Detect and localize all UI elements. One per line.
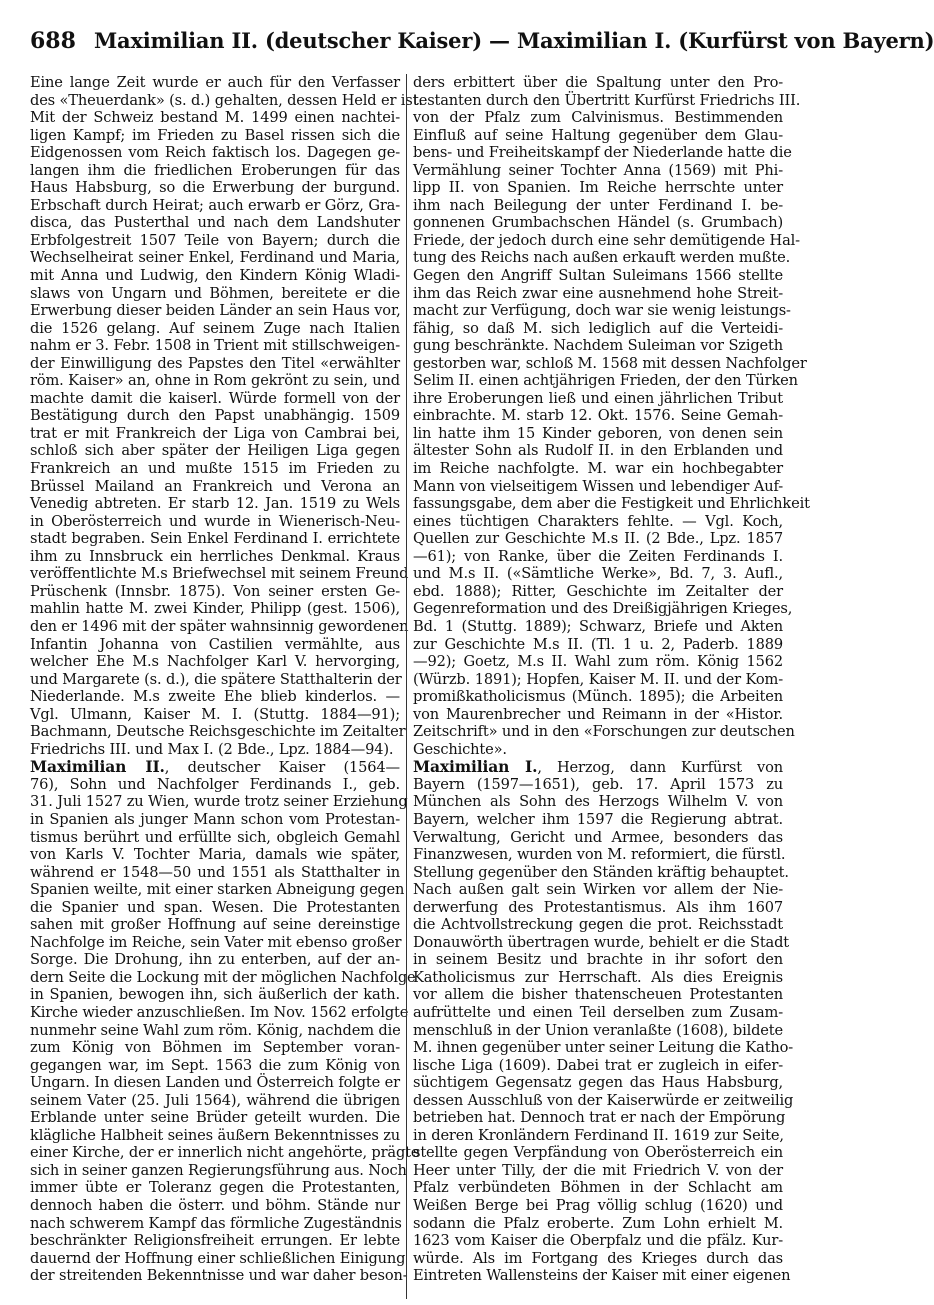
text-line: —92); Goetz, M.s II. Wahl zum röm. König 1562	[413, 653, 783, 671]
text-line: macht zur Verfügung, doch war sie wenig leistungs-	[413, 302, 791, 320]
left-column-paragraph-1	[30, 74, 423, 758]
text-line: Spanien weilte, mit einer starken Abneigung gegen	[30, 881, 405, 899]
text-line: Selim II. einen achtjährigen Frieden, der den Türken	[413, 372, 798, 390]
text-line: Infantin Johanna von Castilien vermählte, aus	[30, 635, 400, 653]
text-line: von der Pfalz zum Calvinismus. Bestimmenden	[413, 109, 783, 127]
text-line: die Spanier und span. Wesen. Die Protestanten	[30, 898, 400, 916]
text-line: slaws von Ungarn und Böhmen, bereitete er die	[30, 284, 400, 302]
text-line: testanten durch den Übertritt Kurfürst Friedrichs III.	[413, 91, 801, 109]
text-line: nunmehr seine Wahl zum röm. König, nachdem die	[30, 1021, 401, 1039]
text-line: promißkatholicismus (Münch. 1895); die Arbeiten	[413, 688, 783, 706]
text-line: Erbfolgestreit 1507 Teile von Bayern; durch die	[30, 231, 400, 249]
text-line: seinem Vater (25. Juli 1564), während die übrigen	[30, 1091, 400, 1109]
text-line: Eine lange Zeit wurde er auch für den Verfasser	[30, 74, 400, 91]
entry-headword-maximilian-i: Maximilian I.	[413, 757, 538, 777]
text-line: ihm das Reich zwar eine ausnehmend hohe Streit-	[413, 284, 783, 302]
right-column-paragraph-1	[413, 74, 810, 758]
text-line: Nach außen galt sein Wirken vor allem der Nie-	[413, 881, 783, 899]
text-line: Niederlande. M.s zweite Ehe blieb kinderlos. —	[30, 688, 400, 706]
text-line: Bayern (1597—1651), geb. 17. April 1573 zu	[413, 775, 783, 793]
text-line: ders erbittert über die Spaltung unter den Pro-	[413, 74, 783, 91]
text-line: nach schwerem Kampf das förmliche Zugeständnis	[30, 1214, 402, 1232]
text-line: Venedig abtreten. Er starb 12. Jan. 1519 zu Wels	[30, 495, 400, 513]
text-line: bens- und Freiheitskampf der Niederlande hatte die	[413, 144, 792, 162]
running-title: Maximilian II. (deutscher Kaiser) — Maximilian I. (Kurfürst von Bayern)	[94, 28, 934, 53]
text-line: Pfalz verbündeten Böhmen in der Schlacht am	[413, 1179, 783, 1197]
text-line: Vermählung seiner Tochter Anna (1569) mit Phi-	[413, 161, 783, 179]
text-line: Bachmann, Deutsche Reichsgeschichte im Zeitalter	[30, 723, 406, 741]
text-line: Friede, der jedoch durch eine sehr demütigende Hal-	[413, 231, 800, 249]
text-line: trat er mit Frankreich der Liga von Cambrai bei,	[30, 424, 400, 442]
text-line: der streitenden Bekenntnisse und war daher beson-	[30, 1267, 408, 1285]
text-line: die Achtvollstreckung gegen die prot. Reichsstadt	[413, 916, 783, 934]
text-line: gestorben war, schloß M. 1568 mit dessen Nachfolger	[413, 354, 807, 372]
text-line: einbrachte. M. starb 12. Okt. 1576. Seine Gemah-	[413, 407, 783, 425]
text-line: immer übte er Toleranz gegen die Protestanten,	[30, 1179, 400, 1197]
text-line: Brüssel Mailand an Frankreich und Verona an	[30, 477, 400, 495]
text-line: ihm zu Innsbruck ein herrliches Denkmal. Kraus	[30, 547, 400, 565]
text-line: Katholicismus zur Herrschaft. Als dies Ereignis	[413, 968, 783, 986]
text-line: nahm er 3. Febr. 1508 in Trient mit stillschweigen-	[30, 337, 400, 355]
text-line: Sorge. Die Drohung, ihn zu enterben, auf der an-	[30, 951, 400, 969]
text-line: aufrüttelte und einen Teil derselben zum Zusam-	[413, 1003, 783, 1021]
text-line: in seinem Besitz und brachte in ihr sofort den	[413, 951, 783, 969]
text-line: Erblande unter seine Brüder geteilt wurden. Die	[30, 1109, 400, 1127]
text-line: derwerfung des Protestantismus. Als ihm 1607	[413, 898, 783, 916]
text-line: (Würzb. 1891); Hopfen, Kaiser M. II. und der Kom-	[413, 670, 783, 688]
text-line: Frankreich an und mußte 1515 im Frieden zu	[30, 460, 400, 478]
text-line: Erwerbung dieser beiden Länder an sein Haus vor,	[30, 302, 401, 320]
text-line: würde. Als im Fortgang des Krieges durch das	[413, 1249, 783, 1267]
text-line: machte damit die kaiserl. Würde formell von der	[30, 389, 400, 407]
text-line: M. ihnen gegenüber unter seiner Leitung die Katho-	[413, 1039, 794, 1057]
text-line: mahlin hatte M. zwei Kinder, Philipp (gest. 1506),	[30, 600, 400, 618]
text-line: in deren Kronländern Ferdinand II. 1619 zur Seite,	[413, 1126, 784, 1144]
text-line: Mann von vielseitigem Wissen und lebendiger Auf-	[413, 477, 783, 495]
text-line: Stellung gegenüber den Ständen kräftig behauptet.	[413, 863, 789, 881]
entry-first-line-rest: , Herzog, dann Kurfürst von	[537, 759, 783, 777]
text-line: veröffentlichte M.s Briefwechsel mit seinem Freund	[30, 565, 409, 583]
text-line: zum König von Böhmen im September voran-	[30, 1039, 400, 1057]
text-line: von Maurenbrecher und Reimann in der «Histor.	[413, 705, 783, 723]
text-line: Donauwörth übertragen wurde, behielt er die Stadt	[413, 933, 789, 951]
text-line: den er 1496 mit der später wahnsinnig gewordenen	[30, 617, 409, 635]
text-line: lin hatte ihm 15 Kinder geboren, von denen sein	[413, 424, 783, 442]
text-line: Erbschaft durch Heirat; auch erwarb er Görz, Gra-	[30, 196, 400, 214]
text-line: dauernd der Hoffnung einer schließlichen Einigung	[30, 1249, 406, 1267]
text-line: mit Anna und Ludwig, den Kindern König Wladi-	[30, 267, 400, 285]
text-line: stadt begraben. Sein Enkel Ferdinand I. errichtete	[30, 530, 400, 548]
text-line: Eidgenossen vom Reich faktisch los. Dagegen ge-	[30, 144, 400, 162]
text-line: lische Liga (1609). Dabei trat er zugleich in eifer-	[413, 1056, 783, 1074]
text-line: röm. Kaiser» an, ohne in Rom gekrönt zu sein, und	[30, 372, 400, 390]
left-column	[30, 74, 423, 1299]
entry-first-line-maximilian-i	[413, 758, 783, 776]
page-number: 688	[30, 28, 76, 54]
text-line: von Karls V. Tochter Maria, damals wie später,	[30, 846, 400, 864]
left-column-paragraph-2	[30, 775, 420, 1285]
text-line: Geschichte».	[413, 740, 507, 758]
text-line: ihre Eroberungen ließ und einen jährlichen Tribut	[413, 389, 783, 407]
text-line: Einfluß auf seine Haltung gegenüber dem Glau-	[413, 126, 783, 144]
text-line: stellte gegen Verpfändung von Oberösterreich ein	[413, 1144, 783, 1162]
text-line: Haus Habsburg, so die Erwerbung der burgund.	[30, 179, 400, 197]
text-line: Bestätigung durch den Papst unabhängig. 1509	[30, 407, 400, 425]
text-line: welcher Ehe M.s Nachfolger Karl V. hervorging,	[30, 653, 400, 671]
text-line: Gegen den Angriff Sultan Suleimans 1566 stellte	[413, 267, 783, 285]
text-line: ihm nach Beilegung der unter Ferdinand I. be-	[413, 196, 783, 214]
text-line: sodann die Pfalz eroberte. Zum Lohn erhielt M.	[413, 1214, 783, 1232]
text-line: Prüschenk (Innsbr. 1875). Von seiner ersten Ge-	[30, 582, 400, 600]
text-line: Wechselheirat seiner Enkel, Ferdinand und Maria,	[30, 249, 400, 267]
text-line: ebd. 1888); Ritter, Geschichte im Zeitalter der	[413, 582, 783, 600]
text-line: im Reiche nachfolgte. M. war ein hochbegabter	[413, 460, 783, 478]
text-line: der Einwilligung des Papstes den Titel «erwählter	[30, 354, 400, 372]
text-line: ligen Kampf; im Frieden zu Basel rissen sich die	[30, 126, 400, 144]
text-line: menschluß in der Union veranlaßte (1608), bildete	[413, 1021, 783, 1039]
text-line: in Oberösterreich und wurde in Wienerisch-Neu-	[30, 512, 400, 530]
entry-headword-maximilian-ii: Maximilian II.	[30, 757, 165, 777]
text-line: lipp II. von Spanien. Im Reiche herrschte unter	[413, 179, 783, 197]
text-line: dessen Ausschluß von der Kaiserwürde er zeitweilig	[413, 1091, 794, 1109]
text-line: langen ihm die friedlichen Eroberungen für das	[30, 161, 400, 179]
text-line: Verwaltung, Gericht und Armee, besonders das	[413, 828, 783, 846]
text-line: —61); von Ranke, über die Zeiten Ferdinands I.	[413, 547, 783, 565]
text-line: Friedrichs III. und Max I. (2 Bde., Lpz. 1884—94).	[30, 740, 394, 758]
text-line: Weißen Berge bei Prag völlig schlug (1620) und	[413, 1197, 783, 1214]
text-line: gung beschränkte. Nachdem Suleiman vor Szigeth	[413, 337, 783, 355]
text-line: gegangen war, im Sept. 1563 die zum König von	[30, 1056, 400, 1074]
text-line: gonnenen Grumbachschen Händel (s. Grumbach)	[413, 214, 783, 232]
text-line: Quellen zur Geschichte M.s II. (2 Bde., Lpz. 1857	[413, 530, 783, 548]
text-line: fähig, so daß M. sich lediglich auf die Verteidi-	[413, 319, 783, 337]
text-line: eines tüchtigen Charakters fehlte. — Vgl. Koch,	[413, 512, 783, 530]
text-line: disca, das Pusterthal und nach dem Landshuter	[30, 214, 400, 232]
text-line: ältester Sohn als Rudolf II. in den Erblanden und	[413, 442, 783, 460]
text-line: und M.s II. («Sämtliche Werke», Bd. 7, 3. Aufl.,	[413, 565, 783, 583]
text-line: während er 1548—50 und 1551 als Statthalter in	[30, 863, 400, 881]
page-header	[30, 28, 934, 62]
column-divider	[406, 74, 407, 1299]
text-line: betrieben hat. Dennoch trat er nach der Empörung	[413, 1109, 786, 1127]
text-line: dennoch haben die österr. und böhm. Stände nur	[30, 1197, 400, 1214]
text-line: Kirche wieder anzuschließen. Im Nov. 1562 erfolgte	[30, 1003, 409, 1021]
text-line: 76), Sohn und Nachfolger Ferdinands I., geb.	[30, 775, 400, 793]
text-line: Heer unter Tilly, der die mit Friedrich V. von der	[413, 1161, 783, 1179]
text-line: fassungsgabe, dem aber die Festigkeit und Ehrlichkeit	[413, 495, 810, 513]
entry-first-line-maximilian-ii	[30, 758, 400, 776]
text-line: Bd. 1 (Stuttg. 1889); Schwarz, Briefe und Akten	[413, 617, 783, 635]
text-line: München als Sohn des Herzogs Wilhelm V. von	[413, 793, 783, 811]
text-line: sich in seiner ganzen Regierungsführung aus. Noch	[30, 1161, 407, 1179]
text-line: beschränkter Religionsfreiheit errungen. Er lebte	[30, 1232, 400, 1250]
text-line: zur Geschichte M.s II. (Tl. 1 u. 2, Paderb. 1889	[413, 635, 783, 653]
text-line: Gegenreformation und des Dreißigjährigen Krieges,	[413, 600, 793, 618]
text-line: in Spanien als junger Mann schon vom Protestan-	[30, 810, 400, 828]
text-line: schloß sich aber später der Heiligen Liga gegen	[30, 442, 400, 460]
right-column-paragraph-2	[413, 775, 794, 1285]
text-line: des «Theuerdank» (s. d.) gehalten, dessen Held er ist.	[30, 91, 423, 109]
text-line: tung des Reichs nach außen erkauft werden mußte.	[413, 249, 791, 267]
text-line: Nachfolge im Reiche, sein Vater mit ebenso großer	[30, 933, 402, 951]
text-line: klägliche Halbheit seines äußern Bekenntnisses zu	[30, 1126, 400, 1144]
text-line: 31. Juli 1527 zu Wien, wurde trotz seiner Erziehung	[30, 793, 408, 811]
text-line: Mit der Schweiz bestand M. 1499 einen nachtei-	[30, 109, 400, 127]
text-line: einer Kirche, der er innerlich nicht angehörte, prägte	[30, 1144, 420, 1162]
entry-first-line-rest: , deutscher Kaiser (1564—	[164, 759, 400, 777]
text-line: süchtigem Gegensatz gegen das Haus Habsburg,	[413, 1074, 783, 1092]
right-column	[413, 74, 810, 1299]
text-line: sahen mit großer Hoffnung auf seine dereinstige	[30, 916, 400, 934]
text-line: die 1526 gelang. Auf seinem Zuge nach Italien	[30, 319, 400, 337]
text-line: Finanzwesen, wurden von M. reformiert, die fürstl.	[413, 846, 786, 864]
text-line: und Margarete (s. d.), die spätere Statthalterin der	[30, 670, 402, 688]
text-line: tismus berührt und erfüllte sich, obgleich Gemahl	[30, 828, 400, 846]
text-line: Bayern, welcher ihm 1597 die Regierung abtrat.	[413, 810, 783, 828]
text-line: Zeitschrift» und in den «Forschungen zur deutschen	[413, 723, 795, 741]
text-line: in Spanien, bewogen ihn, sich äußerlich der kath.	[30, 986, 400, 1004]
text-line: 1623 vom Kaiser die Oberpfalz und die pfälz. Kur-	[413, 1232, 783, 1250]
text-line: Vgl. Ulmann, Kaiser M. I. (Stuttg. 1884—91);	[30, 705, 400, 723]
text-line: Ungarn. In diesen Landen und Österreich folgte er	[30, 1074, 400, 1092]
text-line: dern Seite die Lockung mit der möglichen Nachfolge	[30, 968, 416, 986]
text-line: Eintreten Wallensteins der Kaiser mit einer eigenen	[413, 1267, 791, 1285]
text-line: vor allem die bisher thatenscheuen Protestanten	[413, 986, 783, 1004]
